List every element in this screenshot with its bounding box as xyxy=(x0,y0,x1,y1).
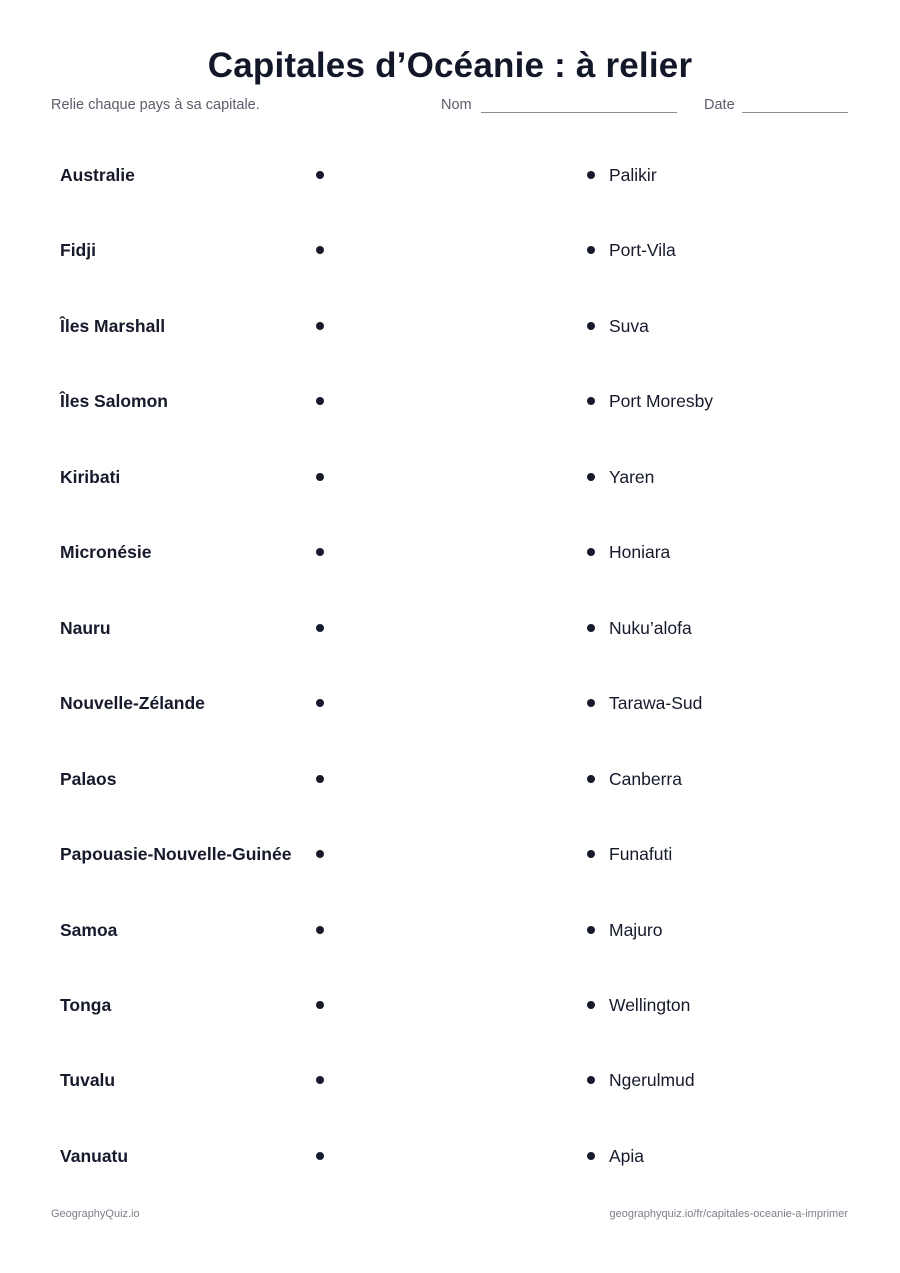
capital-connector-dot[interactable] xyxy=(587,850,595,858)
country-label: Îles Salomon xyxy=(60,391,168,412)
capital-connector-dot[interactable] xyxy=(587,926,595,934)
country-connector-dot[interactable] xyxy=(316,246,324,254)
date-label: Date xyxy=(704,97,735,113)
capital-connector-dot[interactable] xyxy=(587,322,595,330)
name-label: Nom xyxy=(441,97,472,113)
capital-label: Honiara xyxy=(609,542,671,563)
match-row xyxy=(0,311,900,341)
capital-connector-dot[interactable] xyxy=(587,775,595,783)
capital-connector-dot[interactable] xyxy=(587,1001,595,1009)
capital-label: Port-Vila xyxy=(609,240,676,261)
match-row xyxy=(0,462,900,492)
capital-label: Ngerulmud xyxy=(609,1070,695,1091)
match-row xyxy=(0,1141,900,1171)
country-label: Kiribati xyxy=(60,466,121,487)
country-connector-dot[interactable] xyxy=(316,1152,324,1160)
date-field-line xyxy=(742,112,848,113)
match-row xyxy=(0,235,900,265)
capital-connector-dot[interactable] xyxy=(587,548,595,556)
country-label: Tonga xyxy=(60,994,112,1015)
match-row xyxy=(0,839,900,869)
country-connector-dot[interactable] xyxy=(316,171,324,179)
capital-connector-dot[interactable] xyxy=(587,171,595,179)
capital-connector-dot[interactable] xyxy=(587,1152,595,1160)
country-connector-dot[interactable] xyxy=(316,397,324,405)
match-row xyxy=(0,537,900,567)
country-connector-dot[interactable] xyxy=(316,699,324,707)
match-row xyxy=(0,160,900,190)
country-connector-dot[interactable] xyxy=(316,1001,324,1009)
country-connector-dot[interactable] xyxy=(316,926,324,934)
capital-connector-dot[interactable] xyxy=(587,699,595,707)
match-row xyxy=(0,613,900,643)
capital-label: Funafuti xyxy=(609,844,673,865)
country-label: Tuvalu xyxy=(60,1070,116,1091)
instructions-text: Relie chaque pays à sa capitale. xyxy=(51,97,260,113)
capital-connector-dot[interactable] xyxy=(587,1076,595,1084)
country-connector-dot[interactable] xyxy=(316,850,324,858)
capital-label: Apia xyxy=(609,1145,645,1166)
capital-label: Port Moresby xyxy=(609,391,714,412)
capital-connector-dot[interactable] xyxy=(587,397,595,405)
capital-connector-dot[interactable] xyxy=(587,624,595,632)
capital-label: Wellington xyxy=(609,994,691,1015)
match-row xyxy=(0,915,900,945)
capital-label: Nuku’alofa xyxy=(609,617,692,638)
country-connector-dot[interactable] xyxy=(316,473,324,481)
footer-url: geographyquiz.io/fr/capitales-oceanie-a-imprimer xyxy=(609,1208,848,1220)
capital-connector-dot[interactable] xyxy=(587,246,595,254)
country-label: Samoa xyxy=(60,919,118,940)
capital-label: Yaren xyxy=(609,466,655,487)
country-connector-dot[interactable] xyxy=(316,548,324,556)
country-label: Micronésie xyxy=(60,542,152,563)
page-title: Capitales d’Océanie : à relier xyxy=(207,46,693,85)
country-label: Vanuatu xyxy=(60,1145,129,1166)
country-label: Australie xyxy=(60,165,135,185)
country-connector-dot[interactable] xyxy=(316,775,324,783)
country-label: Palaos xyxy=(60,768,117,789)
capital-label: Tarawa-Sud xyxy=(609,693,703,714)
match-row xyxy=(0,688,900,718)
footer-brand: GeographyQuiz.io xyxy=(51,1208,140,1220)
capital-label: Majuro xyxy=(609,919,663,940)
capital-label: Suva xyxy=(609,315,649,336)
country-label: Nouvelle-Zélande xyxy=(60,693,205,714)
match-row xyxy=(0,1065,900,1095)
country-connector-dot[interactable] xyxy=(316,624,324,632)
name-field-line xyxy=(481,112,677,113)
country-connector-dot[interactable] xyxy=(316,322,324,330)
country-label: Papouasie-Nouvelle-Guinée xyxy=(60,844,292,865)
match-row xyxy=(0,386,900,416)
match-row xyxy=(0,990,900,1020)
match-row xyxy=(0,764,900,794)
capital-connector-dot[interactable] xyxy=(587,473,595,481)
capital-label: Palikir xyxy=(609,165,657,185)
capital-label: Canberra xyxy=(609,768,682,789)
country-label: Nauru xyxy=(60,617,111,638)
country-label: Îles Marshall xyxy=(60,315,166,336)
country-label: Fidji xyxy=(60,240,96,261)
country-connector-dot[interactable] xyxy=(316,1076,324,1084)
